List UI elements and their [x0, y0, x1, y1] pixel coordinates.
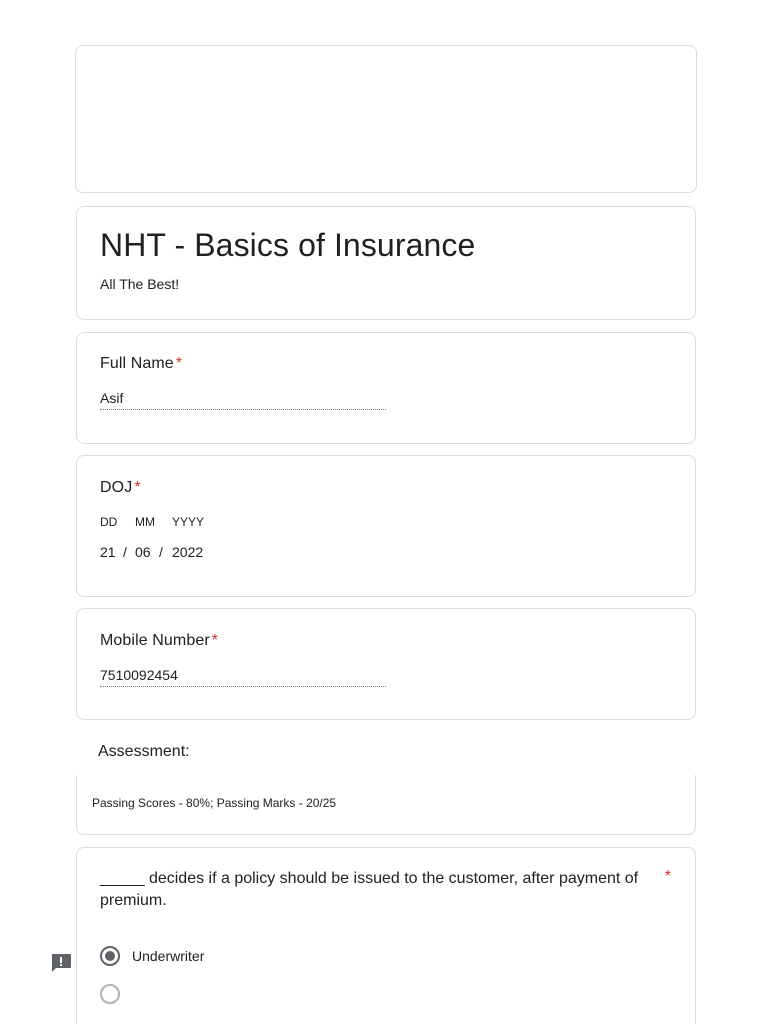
question-card-mcq — [76, 847, 696, 1024]
section-description-card — [76, 775, 696, 835]
radio-icon[interactable] — [100, 984, 120, 1004]
question-card-full-name — [76, 332, 696, 444]
mcq-option-next[interactable] — [100, 984, 120, 1004]
question-title: Mobile Number — [100, 632, 210, 649]
required-asterisk: * — [134, 479, 141, 496]
form-description: All The Best! — [100, 276, 180, 292]
question-card-mobile — [76, 608, 696, 720]
question-title: Full Name — [100, 355, 174, 372]
month-label: MM — [135, 515, 155, 529]
date-separator: / — [159, 544, 163, 560]
year-label: YYYY — [172, 515, 205, 529]
mobile-number-input[interactable]: 7510092454 — [100, 665, 386, 687]
feedback-icon[interactable] — [50, 953, 72, 973]
mcq-question-text: _____ decides if a policy should be issued to the customer, after payment of premium. — [100, 870, 639, 909]
question-label-mobile — [100, 632, 218, 650]
required-asterisk: * — [211, 632, 219, 649]
mcq-option-underwriter[interactable] — [100, 946, 204, 966]
required-asterisk: * — [664, 868, 671, 885]
year-input[interactable]: 2022 — [172, 544, 204, 560]
question-label-full-name — [100, 355, 182, 373]
question-title: DOJ — [100, 479, 133, 496]
day-label: DD — [100, 515, 118, 529]
section-heading: Assessment: — [98, 743, 190, 760]
full-name-input[interactable]: Asif — [100, 388, 386, 410]
option-label: Underwriter — [132, 948, 205, 964]
form-title-card — [76, 206, 696, 320]
radio-icon[interactable] — [100, 946, 120, 966]
question-label-doj — [100, 479, 141, 497]
required-asterisk: * — [175, 355, 183, 372]
section-description: Passing Scores - 80%; Passing Marks - 20/25 — [92, 796, 337, 810]
form-header-banner — [75, 45, 697, 193]
date-separator: / — [123, 544, 127, 560]
form-title: NHT - Basics of Insurance — [100, 227, 476, 263]
question-card-doj — [76, 455, 696, 597]
month-input[interactable]: 06 — [135, 544, 151, 560]
day-input[interactable]: 21 — [100, 544, 116, 560]
